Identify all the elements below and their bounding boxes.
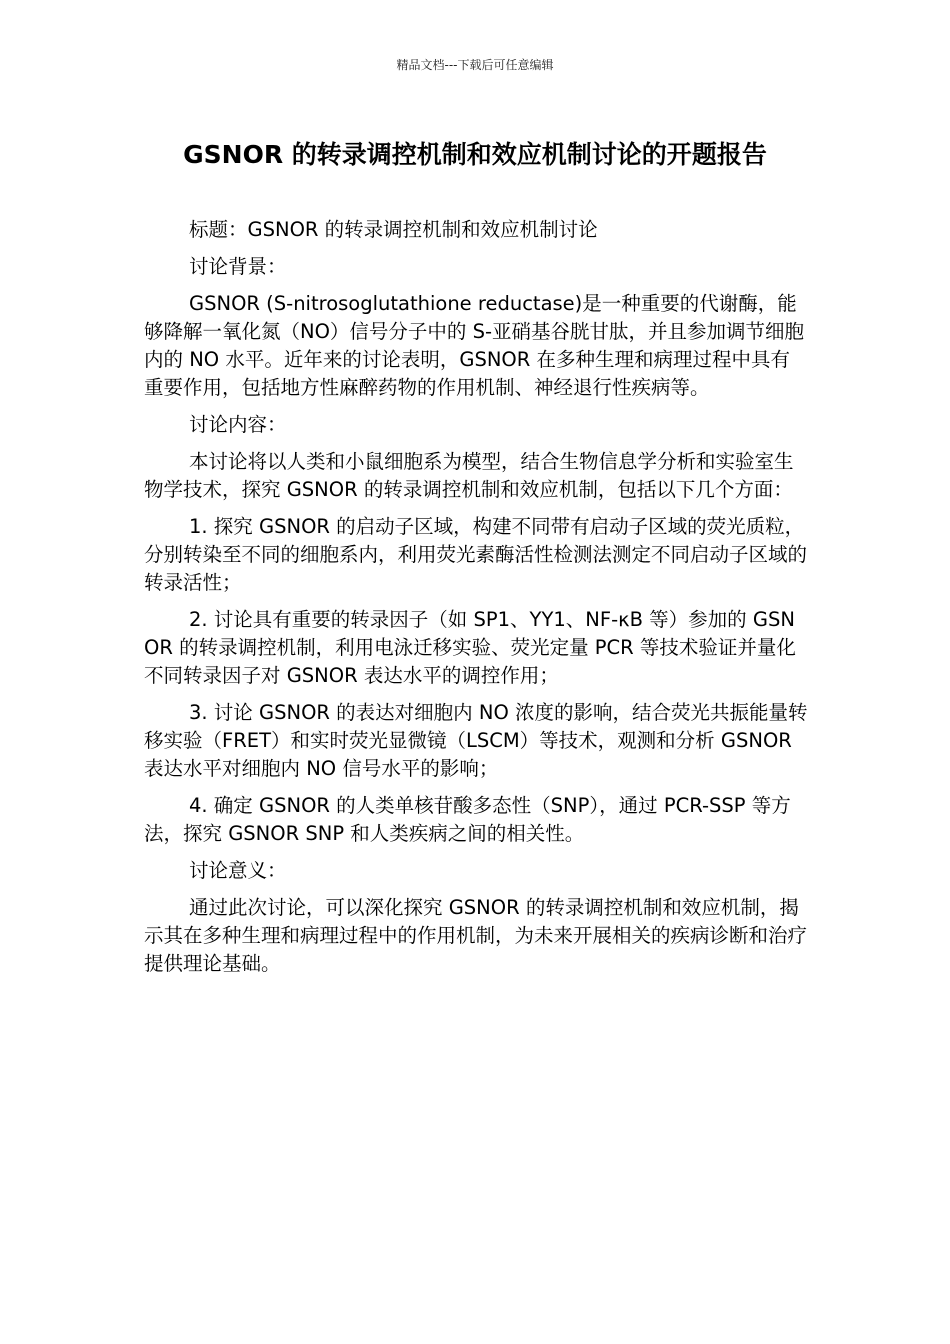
paragraph-content-intro: 本讨论将以人类和小鼠细胞系为模型，结合生物信息学分析和实验室生物学技术，探究 GSNOR 的转录调控机制和效应机制，包括以下几个方面： [144,450,794,501]
section-heading-content: 讨论内容： [189,413,287,436]
paragraph-background: GSNOR (S-nitrosoglutathione reductase)是一种重要的代谢酶，能够降解一氧化氮（NO）信号分子中的 S-亚硝基谷胱甘肽，并且参加调节细胞内的 NO 水平。近年来的讨论表明，GSNOR 在多种生理和病理过程中具有重要作用，包括地方性麻醉药物的作用机制、神经退行性疾病等。 [144,292,805,399]
document-title: GSNOR 的转录调控机制和效应机制讨论的开题报告 [183,140,767,169]
list-item-1: 1. 探究 GSNOR 的启动子区域，构建不同带有启动子区域的荧光质粒，分别转染至不同的细胞系内，利用荧光素酶活性检测法测定不同启动子区域的转录活性； [144,515,808,594]
list-item-2: 2. 讨论具有重要的转录因子（如 SP1、YY1、NF-κB 等）参加的 GSNOR 的转录调控机制，利用电泳迁移实验、荧光定量 PCR 等技术验证并量化不同转录因子对 GSNOR 表达水平的调控作用； [144,608,796,687]
paragraph-subject: 标题：GSNOR 的转录调控机制和效应机制讨论 [189,218,598,241]
list-item-3: 3. 讨论 GSNOR 的表达对细胞内 NO 浓度的影响，结合荧光共振能量转移实验（FRET）和实时荧光显微镜（LSCM）等技术，观测和分析 GSNOR 表达水平对细胞内 NO 信号水平的影响； [144,701,808,780]
paragraph-significance: 通过此次讨论，可以深化探究 GSNOR 的转录调控机制和效应机制，揭示其在多种生理和病理过程中的作用机制，为未来开展相关的疾病诊断和治疗提供理论基础。 [144,896,808,975]
header-note: 精品文档---下载后可任意编辑 [396,58,554,72]
document-body [144,216,808,987]
list-item-4: 4. 确定 GSNOR 的人类单核苷酸多态性（SNP），通过 PCR-SSP 等方法，探究 GSNOR SNP 和人类疾病之间的相关性。 [144,794,791,845]
section-heading-background: 讨论背景： [189,255,287,278]
section-heading-significance: 讨论意义： [189,859,287,882]
